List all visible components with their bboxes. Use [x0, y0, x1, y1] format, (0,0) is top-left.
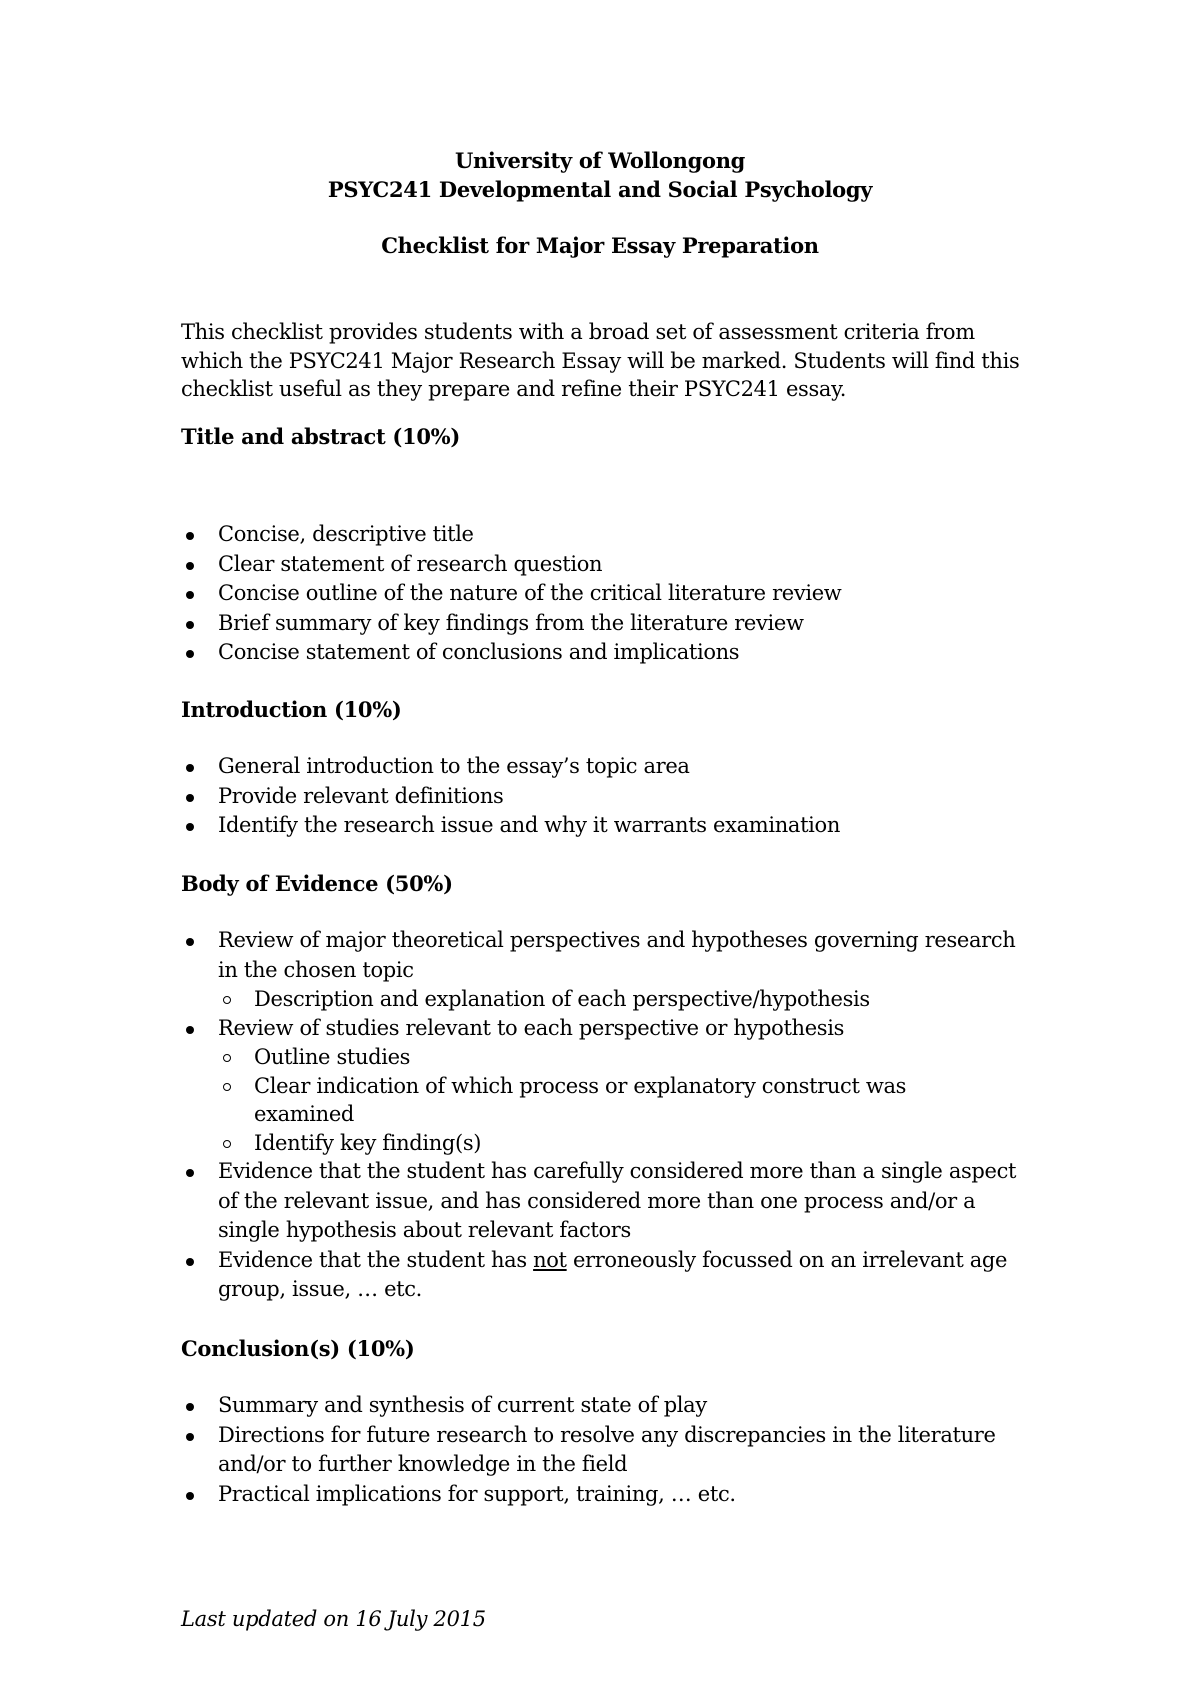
bullet-icon	[186, 621, 194, 629]
list-item: Concise statement of conclusions and implications	[181, 638, 1061, 668]
intro-line: This checklist provides students with a broad set of assessment criteria from	[181, 320, 975, 344]
list-body-of-evidence	[181, 926, 1061, 1305]
intro-paragraph	[181, 318, 1041, 404]
institution-name: University of Wollongong	[454, 148, 746, 173]
bullet-icon	[186, 532, 194, 540]
bullet-icon	[186, 591, 194, 599]
list-item: Provide relevant definitions	[181, 782, 1061, 812]
list-item: Evidence that the student has not erroneously focussed on an irrelevant age group, issue, … etc.	[181, 1246, 1061, 1305]
list-item: Concise outline of the nature of the critical literature review	[181, 579, 1061, 609]
list-item: Directions for future research to resolve any discrepancies in the literature and/or to further knowledge in the field	[181, 1421, 1061, 1480]
list-item: Clear statement of research question	[181, 550, 1061, 580]
section-heading-introduction: Introduction (10%)	[181, 697, 402, 722]
bullet-icon	[186, 1258, 194, 1266]
sub-list-item: Clear indication of which process or explanatory construct was examined	[144, 1072, 1061, 1129]
bullet-icon	[186, 1026, 194, 1034]
list-introduction	[181, 752, 1061, 841]
bullet-icon	[186, 1169, 194, 1177]
document-title: Checklist for Major Essay Preparation	[381, 233, 819, 258]
sub-list-item: Identify key finding(s)	[144, 1129, 1061, 1158]
bullet-icon	[186, 562, 194, 570]
bullet-icon	[186, 1492, 194, 1500]
bullet-icon	[186, 1403, 194, 1411]
list-item: Summary and synthesis of current state of play	[181, 1391, 1061, 1421]
list-item: General introduction to the essay’s topic area	[181, 752, 1061, 782]
list-conclusions	[181, 1391, 1061, 1509]
section-heading-conclusions: Conclusion(s) (10%)	[181, 1336, 415, 1361]
list-item: Concise, descriptive title	[181, 520, 1061, 550]
bullet-icon	[186, 650, 194, 658]
bullet-icon	[186, 794, 194, 802]
list-item: Brief summary of key findings from the literature review	[181, 609, 1061, 639]
circle-bullet-icon	[223, 1054, 231, 1062]
list-item: Identify the research issue and why it warrants examination	[181, 811, 1061, 841]
last-updated: Last updated on 16 July 2015	[181, 1607, 486, 1631]
intro-line: checklist useful as they prepare and refine their PSYC241 essay.	[181, 377, 847, 401]
section-heading-title-abstract: Title and abstract (10%)	[181, 424, 460, 449]
list-item: Practical implications for support, training, … etc.	[181, 1480, 1061, 1510]
intro-line: which the PSYC241 Major Research Essay will be marked. Students will find this	[181, 348, 1020, 373]
list-item: Review of major theoretical perspectives and hypotheses governing research in the chosen topic	[181, 926, 1061, 985]
sub-list-item: Outline studies	[144, 1043, 1061, 1072]
circle-bullet-icon	[223, 1083, 231, 1091]
circle-bullet-icon	[223, 1140, 231, 1148]
list-item: Evidence that the student has carefully considered more than a single aspect of the relevant issue, and has considered more than one process and/or a single hypothesis about relevant factors	[181, 1157, 1061, 1246]
bullet-icon	[186, 764, 194, 772]
emphasis-not: not	[533, 1247, 567, 1272]
section-heading-body-of-evidence: Body of Evidence (50%)	[181, 871, 453, 896]
list-title-abstract	[181, 520, 1061, 668]
sub-list-item: Description and explanation of each perspective/hypothesis	[144, 985, 1061, 1014]
bullet-icon	[186, 938, 194, 946]
circle-bullet-icon	[223, 996, 231, 1004]
course-title: PSYC241 Developmental and Social Psychology	[327, 177, 873, 202]
list-item: Review of studies relevant to each perspective or hypothesis	[181, 1014, 1061, 1044]
bullet-icon	[186, 823, 194, 831]
bullet-icon	[186, 1433, 194, 1441]
